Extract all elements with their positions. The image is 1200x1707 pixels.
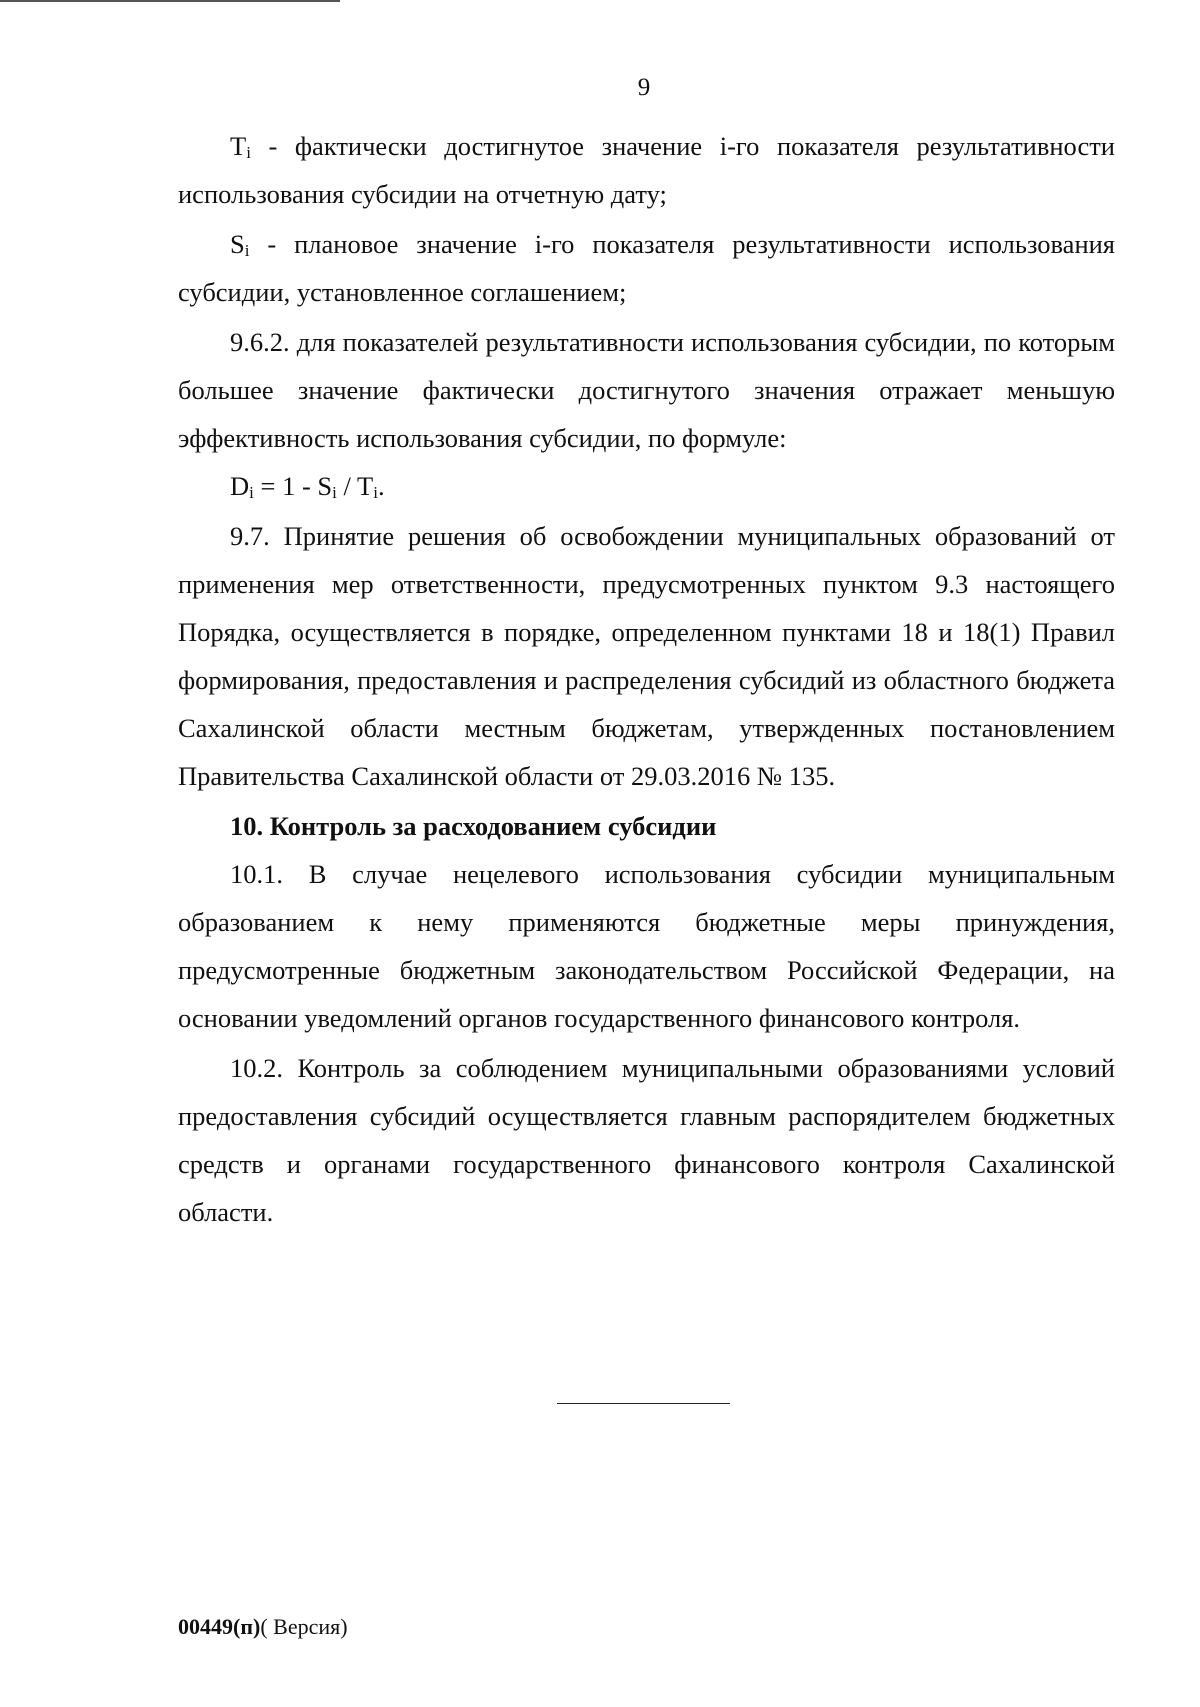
formula-d: D (230, 471, 250, 501)
footer-version: ( Версия) (260, 1614, 348, 1639)
formula-end: . (377, 471, 385, 501)
formula-divide: / T (336, 471, 374, 501)
formula-s-subscript: i (332, 483, 337, 502)
paragraph-9-7: 9.7. Принятие решения об освобождении муниципальных образований от применения мер ответственности, предусмотренных пунктом 9.3 настоящего Порядка, осуществляется в порядке, определенном пунктами 18 и 18(1) Правил формирования, предоставления и распределения субсидий из областного бюджета Сахалинской области местным бюджетам, утвержденных постановлением Правительства Сахалинской области от 29.03.2016 № 135. (178, 521, 1115, 791)
footer-document-code (178, 1614, 348, 1640)
formula (178, 462, 1115, 510)
paragraph-10-2: 10.2. Контроль за соблюдением муниципальными образованиями условий предоставления субсидий осуществляется главным распорядителем бюджетных средств и органами государственного финансового контроля Сахалинской области. (178, 1053, 1115, 1227)
var-s-subscript: i (244, 241, 250, 260)
var-s: S (230, 229, 245, 259)
paragraph-9-6-2: 9.6.2. для показателей результативности использования субсидии, по которым большее значение фактически достигнутого значения отражает меньшую эффективность использования субсидии, по формуле: (178, 327, 1115, 453)
ti-definition-text: - фактически достигнутое значение i-го показателя результативности использования субсидии на отчетную дату; (178, 131, 1115, 209)
formula-d-subscript: i (249, 483, 254, 502)
paragraph-10-1: 10.1. В случае нецелевого использования субсидии муниципальным образованием к нему применяются бюджетные меры принуждения, предусмотренные бюджетным законодательством Российской Федерации, на основании уведомлений органов государственного финансового контроля. (178, 859, 1115, 1033)
paragraph-ti-definition (178, 122, 1115, 218)
footer-code: 00449(п) (178, 1614, 261, 1639)
paragraph-si-definition (178, 220, 1115, 316)
var-t: T (230, 131, 247, 161)
si-definition-text: - плановое значение i-го показателя результативности использования субсидии, установленное соглашением; (178, 229, 1115, 307)
formula-t-subscript: i (373, 483, 378, 502)
page-number: 9 (637, 74, 651, 101)
scan-edge-line (0, 0, 340, 2)
var-t-subscript: i (246, 143, 251, 162)
end-of-document-rule (557, 1403, 730, 1404)
section-heading: 10. Контроль за расходованием субсидии (230, 811, 717, 841)
formula-middle: = 1 - S (253, 471, 333, 501)
body-text (178, 122, 1115, 1236)
